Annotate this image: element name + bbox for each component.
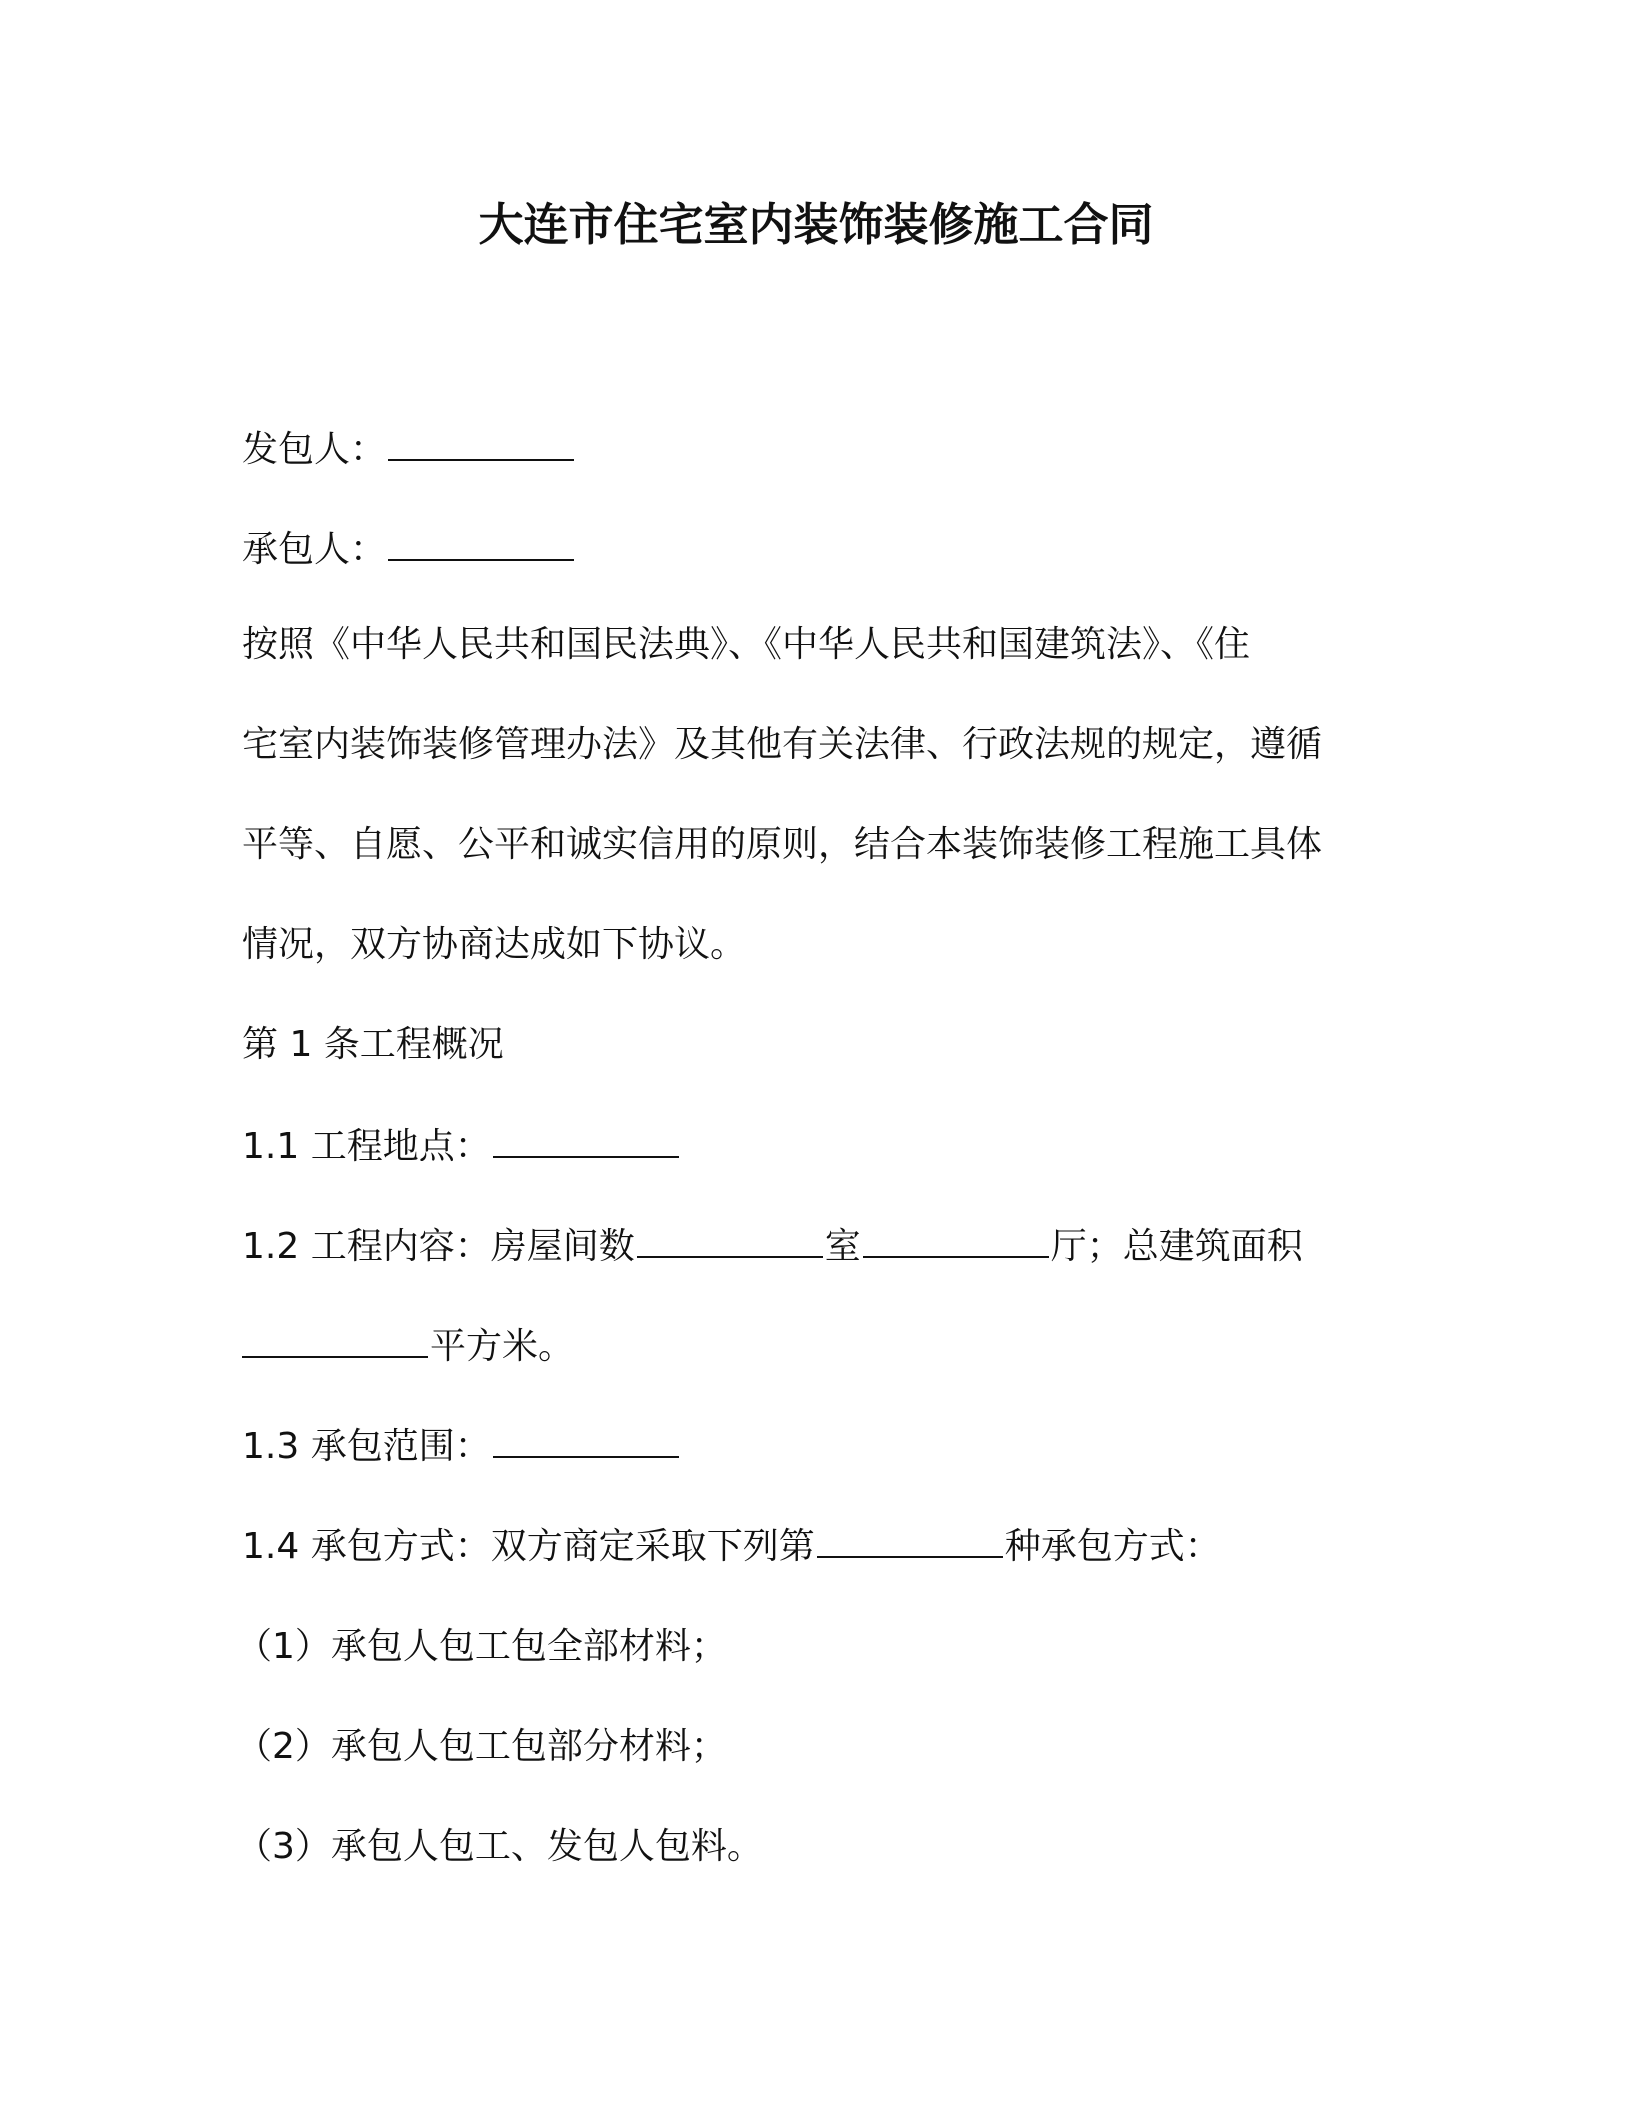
area-unit: 平方米。 bbox=[430, 1326, 575, 1367]
party-a-blank[interactable] bbox=[388, 429, 574, 461]
item-1-1-label: 1.1 工程地点： bbox=[242, 1126, 491, 1167]
hall-unit: 厅；总建筑面积 bbox=[1050, 1226, 1303, 1267]
party-a-line bbox=[242, 425, 576, 475]
party-a-label: 发包人： bbox=[242, 429, 387, 470]
item-1-4 bbox=[242, 1522, 1221, 1572]
item-1-3-label: 1.3 承包范围： bbox=[242, 1426, 491, 1467]
area-blank[interactable] bbox=[242, 1326, 428, 1358]
item-1-1 bbox=[242, 1122, 681, 1172]
hall-count-blank[interactable] bbox=[863, 1226, 1049, 1258]
preamble-line-3: 平等、自愿、公平和诚实信用的原则，结合本装饰装修工程施工具体 bbox=[242, 824, 1323, 865]
room-count-blank[interactable] bbox=[637, 1226, 823, 1258]
method-blank[interactable] bbox=[817, 1526, 1003, 1558]
party-b-label: 承包人： bbox=[242, 529, 387, 570]
item-1-4-suffix: 种承包方式： bbox=[1004, 1526, 1221, 1567]
party-b-line bbox=[242, 525, 576, 575]
item-1-2 bbox=[242, 1222, 1303, 1272]
preamble-line-4: 情况，双方协商达成如下协议。 bbox=[242, 924, 747, 965]
room-unit: 室 bbox=[824, 1226, 861, 1267]
site-blank[interactable] bbox=[493, 1126, 679, 1158]
option-1: （1）承包人包工包全部材料； bbox=[236, 1626, 727, 1667]
party-b-blank[interactable] bbox=[388, 529, 574, 561]
preamble-line-2: 宅室内装饰装修管理办法》及其他有关法律、行政法规的规定，遵循 bbox=[242, 724, 1323, 765]
scope-blank[interactable] bbox=[493, 1426, 679, 1458]
option-2: （2）承包人包工包部分材料； bbox=[236, 1726, 727, 1767]
item-1-2-label: 1.2 工程内容：房屋间数 bbox=[242, 1226, 635, 1267]
article-1-heading: 第 1 条工程概况 bbox=[242, 1024, 504, 1065]
item-1-2-area bbox=[242, 1322, 574, 1372]
option-3: （3）承包人包工、发包人包料。 bbox=[236, 1826, 763, 1867]
item-1-4-label: 1.4 承包方式：双方商定采取下列第 bbox=[242, 1526, 815, 1567]
item-1-3 bbox=[242, 1422, 681, 1472]
document-title: 大连市住宅室内装饰装修施工合同 bbox=[478, 198, 1154, 251]
preamble-line-1: 按照《中华人民共和国民法典》、《中华人民共和国建筑法》、《住 bbox=[242, 624, 1251, 665]
